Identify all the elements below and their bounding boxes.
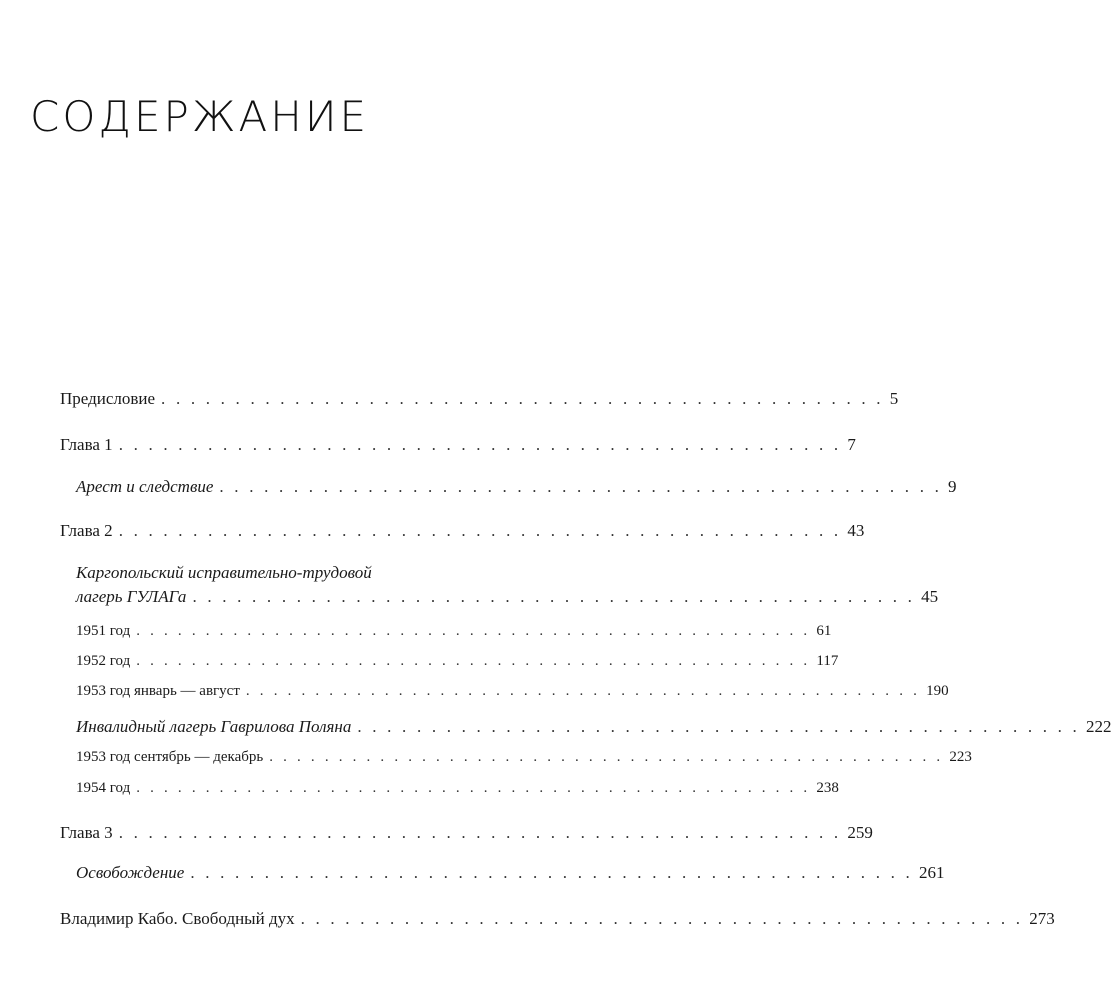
- toc-page-number: 45: [921, 587, 939, 606]
- dot-leader: . . . . . . . . . . . . . . . . . . . . . . . . . . . . . . . . . . . . . . . . . . . . . . . . .: [357, 717, 1080, 736]
- dot-leader: . . . . . . . . . . . . . . . . . . . . . . . . . . . . . . . . . . . . . . . . . . . . . . . . .: [118, 521, 842, 540]
- toc-entry-1953-sep-dec[interactable]: [76, 746, 972, 768]
- toc-entry-liberation[interactable]: [76, 862, 945, 884]
- toc-label: Глава 3: [60, 823, 113, 842]
- toc-label: Владимир Кабо. Свободный дух: [60, 909, 295, 928]
- dot-leader: . . . . . . . . . . . . . . . . . . . . . . . . . . . . . . . . . . . . . . . . . . . . . . . . .: [136, 623, 811, 639]
- toc-label: Арест и следствие: [76, 477, 214, 496]
- toc-page-number: 223: [949, 749, 972, 765]
- toc-label: лагерь ГУЛАГа: [76, 587, 187, 606]
- toc-page-number: 7: [847, 435, 856, 454]
- toc-label: 1954 год: [76, 780, 131, 796]
- toc-label: Предисловие: [60, 389, 156, 408]
- toc-label: Инвалидный лагерь Гаврилова Поляна: [76, 717, 352, 736]
- dot-leader: . . . . . . . . . . . . . . . . . . . . . . . . . . . . . . . . . . . . . . . . . . . . . . . . .: [118, 823, 842, 842]
- toc-entry-kargopol[interactable]: [76, 586, 939, 608]
- dot-leader: . . . . . . . . . . . . . . . . . . . . . . . . . . . . . . . . . . . . . . . . . . . . . . . . .: [245, 683, 921, 699]
- toc-page-number: 273: [1029, 909, 1055, 928]
- dot-leader: . . . . . . . . . . . . . . . . . . . . . . . . . . . . . . . . . . . . . . . . . . . . . . . . .: [190, 863, 913, 882]
- toc-page-number: 117: [816, 653, 839, 669]
- toc-page-number: 61: [816, 623, 832, 639]
- toc-entry-1952[interactable]: [76, 650, 839, 672]
- toc-page-number: 9: [948, 477, 957, 496]
- dot-leader: . . . . . . . . . . . . . . . . . . . . . . . . . . . . . . . . . . . . . . . . . . . . . . . . .: [219, 477, 943, 496]
- dot-leader: . . . . . . . . . . . . . . . . . . . . . . . . . . . . . . . . . . . . . . . . . . . . . . . . .: [161, 389, 884, 408]
- dot-leader: . . . . . . . . . . . . . . . . . . . . . . . . . . . . . . . . . . . . . . . . . . . . . . . . .: [300, 909, 1024, 928]
- toc-entry-kabo[interactable]: [60, 908, 1055, 930]
- page-title: СОДЕРЖАНИЕ: [30, 92, 370, 141]
- toc-page-number: 43: [847, 521, 865, 540]
- toc-page-number: 259: [847, 823, 873, 842]
- dot-leader: . . . . . . . . . . . . . . . . . . . . . . . . . . . . . . . . . . . . . . . . . . . . . . . . .: [192, 587, 916, 606]
- toc-page-number: 261: [918, 863, 945, 882]
- toc-label: Глава 2: [60, 521, 113, 540]
- toc-entry-chapter-2[interactable]: [60, 520, 865, 542]
- dot-leader: . . . . . . . . . . . . . . . . . . . . . . . . . . . . . . . . . . . . . . . . . . . . . . . . .: [136, 780, 811, 796]
- toc-entry-invalid-camp[interactable]: [76, 716, 1112, 738]
- toc-page-number: 5: [889, 389, 899, 408]
- toc-label: 1952 год: [76, 653, 131, 669]
- toc-entry-chapter-3[interactable]: [60, 822, 873, 844]
- toc-entry-arrest[interactable]: [76, 476, 957, 498]
- toc-page-number: 238: [816, 780, 839, 796]
- toc-entry-1951[interactable]: [76, 620, 832, 642]
- toc-entry-1953-jan-aug[interactable]: [76, 680, 949, 702]
- toc-page-number: 222: [1086, 717, 1112, 736]
- toc-entry-kargopol-line1[interactable]: Каргопольский исправительно-трудовой: [76, 563, 372, 582]
- dot-leader: . . . . . . . . . . . . . . . . . . . . . . . . . . . . . . . . . . . . . . . . . . . . . . . . .: [269, 749, 944, 765]
- dot-leader: . . . . . . . . . . . . . . . . . . . . . . . . . . . . . . . . . . . . . . . . . . . . . . . . .: [118, 435, 842, 454]
- toc-label: 1953 год январь — август: [76, 683, 240, 699]
- toc-entry-1954[interactable]: [76, 777, 839, 799]
- toc-entry-preface[interactable]: [60, 388, 899, 410]
- toc-page-number: 190: [926, 683, 949, 699]
- dot-leader: . . . . . . . . . . . . . . . . . . . . . . . . . . . . . . . . . . . . . . . . . . . . . . . . .: [136, 653, 811, 669]
- toc-label: 1951 год: [76, 623, 131, 639]
- toc-label: Глава 1: [60, 435, 113, 454]
- toc-entry-chapter-1[interactable]: [60, 434, 856, 456]
- toc-label: 1953 год сентябрь — декабрь: [76, 749, 264, 765]
- toc-label: Освобождение: [76, 863, 185, 882]
